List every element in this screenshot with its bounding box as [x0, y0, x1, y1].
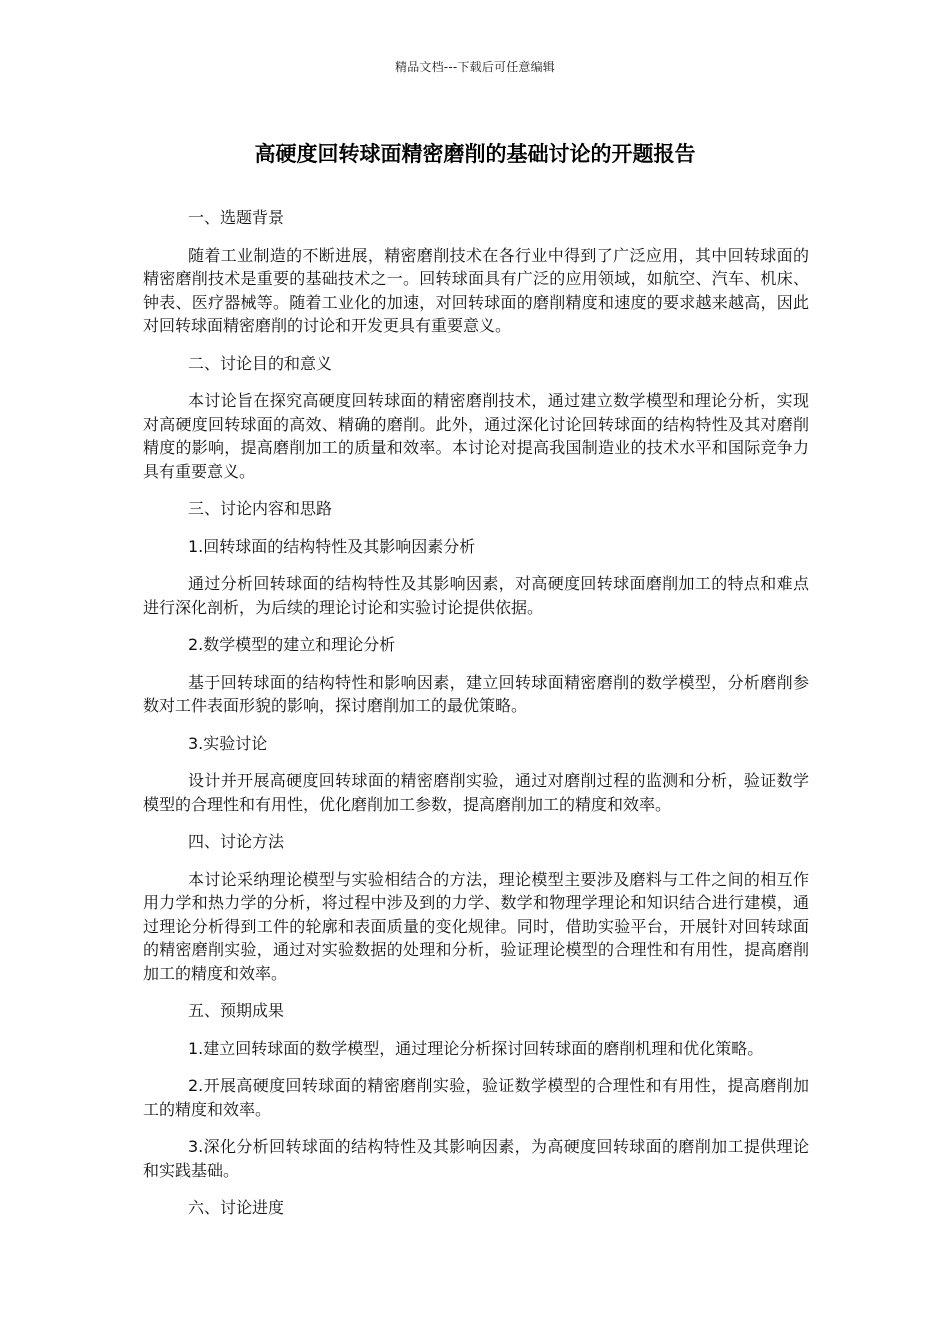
paragraph-outcome-1: 1.建立回转球面的数学模型，通过理论分析探讨回转球面的磨削机理和优化策略。: [188, 1038, 764, 1058]
section-heading-method: 四、讨论方法: [188, 832, 285, 851]
header-note: 精品文档---下载后可任意编辑: [395, 60, 555, 74]
document-title: 高硬度回转球面精密磨削的基础讨论的开题报告: [254, 142, 696, 166]
paragraph-outcome-2: 2.开展高硬度回转球面的精密磨削实验，验证数学模型的合理性和有用性，提高磨削加工的精度和效率。: [143, 1076, 809, 1119]
paragraph-background: 随着工业制造的不断进展，精密磨削技术在各行业中得到了广泛应用，其中回转球面的精密磨削技术是重要的基础技术之一。回转球面具有广泛的应用领域，如航空、汽车、机床、钟表、医疗器械等。随着工业化的加速，对回转球面的磨削精度和速度的要求越来越高，因此对回转球面精密磨削的讨论和开发更具有重要意义。: [143, 245, 809, 335]
paragraph-purpose: 本讨论旨在探究高硬度回转球面的精密磨削技术，通过建立数学模型和理论分析，实现对高硬度回转球面的高效、精确的磨削。此外，通过深化讨论回转球面的结构特性及其对磨削精度的影响，提高磨削加工的质量和效率。本讨论对提高我国制造业的技术水平和国际竞争力具有重要意义。: [143, 391, 809, 481]
subheading-math-model: 2.数学模型的建立和理论分析: [188, 635, 396, 654]
subheading-structure-analysis: 1.回转球面的结构特性及其影响因素分析: [188, 536, 476, 556]
paragraph-structure-analysis: 通过分析回转球面的结构特性及其影响因素，对高硬度回转球面磨削加工的特点和难点进行深化剖析，为后续的理论讨论和实验讨论提供依据。: [143, 574, 809, 617]
section-heading-content: 三、讨论内容和思路: [188, 499, 333, 518]
subheading-experiment: 3.实验讨论: [188, 733, 268, 753]
paragraph-math-model: 基于回转球面的结构特性和影响因素，建立回转球面精密磨削的数学模型，分析磨削参数对工件表面形貌的影响，探讨磨削加工的最优策略。: [143, 672, 809, 715]
paragraph-method: 本讨论采纳理论模型与实验相结合的方法，理论模型主要涉及磨料与工件之间的相互作用力学和热力学的分析，将过程中涉及到的力学、数学和物理学理论和知识结合进行建模，通过理论分析得到工件的轮廓和表面质量的变化规律。同时，借助实验平台，开展针对回转球面的精密磨削实验，通过对实验数据的处理和分析，验证理论模型的合理性和有用性，提高磨削加工的精度和效率。: [143, 869, 809, 983]
paragraph-outcome-3: 3.深化分析回转球面的结构特性及其影响因素，为高硬度回转球面的磨削加工提供理论和实践基础。: [143, 1137, 809, 1180]
section-heading-outcomes: 五、预期成果: [188, 1001, 285, 1020]
paragraph-experiment: 设计并开展高硬度回转球面的精密磨削实验，通过对磨削过程的监测和分析，验证数学模型的合理性和有用性，优化磨削加工参数，提高磨削加工的精度和效率。: [143, 771, 809, 814]
section-heading-background: 一、选题背景: [188, 208, 285, 227]
document-body: [143, 206, 809, 1234]
section-heading-schedule: 六、讨论进度: [188, 1198, 285, 1217]
section-heading-purpose: 二、讨论目的和意义: [188, 353, 333, 373]
